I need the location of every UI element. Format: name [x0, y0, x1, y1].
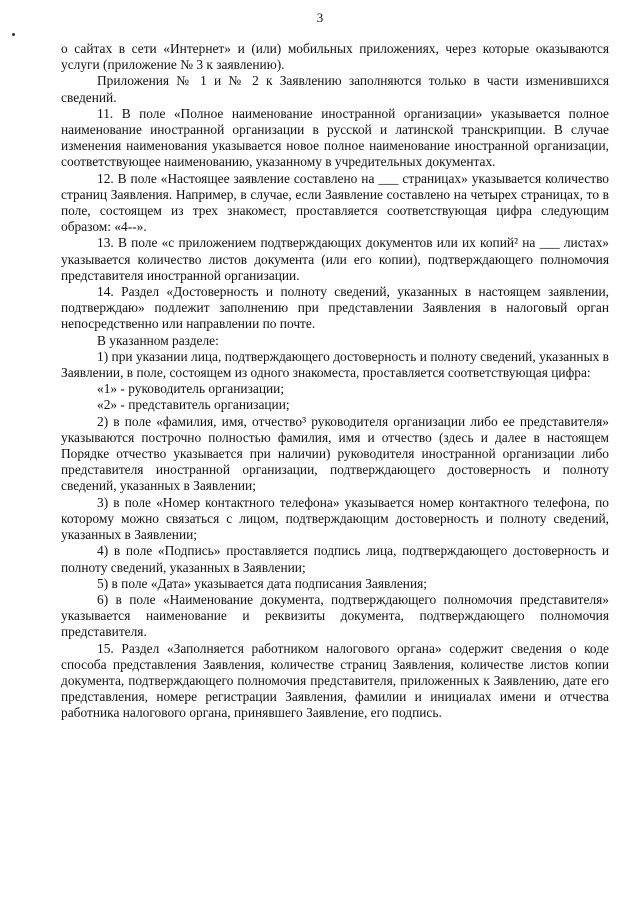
paragraph-item-6: 6) в поле «Наименование документа, подтверждающего полномочия представителя» указывается наименование и реквизиты документа, подтверждающего полномочия представителя. [61, 591, 609, 640]
paragraph-item-3: 3) в поле «Номер контактного телефона» указывается номер контактного телефона, по которому можно связаться с лицом, подтверждающим достоверность и полноту сведений, указанных в Заявлении; [61, 494, 609, 543]
paragraph-15: 15. Раздел «Заполняется работником налогового органа» содержит сведения о коде способа представления Заявления, количестве страниц Заявления, количестве листов копии документа, подтверждающего полномочия представителя, приложенных к Заявлению, дате его представления, номере регистрации Заявления, фамилии и инициалах имени и отчества работника налогового органа, принявшего Заявление, его подпись. [61, 640, 609, 721]
paragraph-appendices-note: Приложения № 1 и № 2 к Заявлению заполняются только в части изменившихся сведений. [61, 73, 609, 105]
paragraph-continuation: о сайтах в сети «Интернет» и (или) мобильных приложениях, через которые оказываются услуги (приложение № 3 к заявлению). [61, 41, 609, 73]
document-body [61, 41, 609, 722]
page-number: 3 [316, 10, 324, 25]
paragraph-item-1: 1) при указании лица, подтверждающего достоверность и полноту сведений, указанных в Заявлении, в поле, состоящем из одного знакоместа, проставляется соответствующая цифра: [61, 348, 609, 381]
paragraph-code-2: «2» - представитель организации; [97, 397, 290, 413]
paragraph-section-intro: В указанном разделе: [97, 332, 219, 348]
paragraph-item-2: 2) в поле «фамилия, имя, отчество³ руководителя организации либо ее представителя» указываются построчно полностью фамилия, имя и отчество (здесь и далее в настоящем Порядке отчество указывается при наличии) руководителя иностранной организации либо представителя иностранной организации, подтверждающего достоверность и полноту сведений, указанных в Заявлении; [61, 413, 609, 494]
paragraph-14: 14. Раздел «Достоверность и полноту сведений, указанных в настоящем заявлении, подтверждаю» подлежит заполнению при представлении Заявления в налоговый орган непосредственно или направлении по почте. [61, 284, 609, 332]
paragraph-code-1: «1» - руководитель организации; [97, 381, 285, 397]
paragraph-item-4: 4) в поле «Подпись» проставляется подпись лица, подтверждающего достоверность и полноту сведений, указанных в Заявлении; [61, 543, 609, 575]
scan-speck [12, 33, 15, 36]
paragraph-11: 11. В поле «Полное наименование иностранной организации» указывается полное наименование иностранной организации в русской и латинской транскрипции. В случае изменения наименования указывается новое полное наименование иностранной организации, соответствующее наименованию, указанному в учредительных документах. [61, 105, 609, 170]
paragraph-13: 13. В поле «с приложением подтверждающих документов или их копий² на ___ листах» указывается количество листов документа (или его копии), подтверждающего полномочия представителя иностранной организации. [61, 235, 609, 283]
paragraph-12: 12. В поле «Настоящее заявление составлено на ___ страницах» указывается количество страниц Заявления. Например, в случае, если Заявление составлено на четырех страницах, то в поле, состоящем из трех знакомест, проставляется соответствующая цифра следующим образом: «4--». [61, 170, 609, 235]
paragraph-item-5: 5) в поле «Дата» указывается дата подписания Заявления; [97, 575, 428, 591]
